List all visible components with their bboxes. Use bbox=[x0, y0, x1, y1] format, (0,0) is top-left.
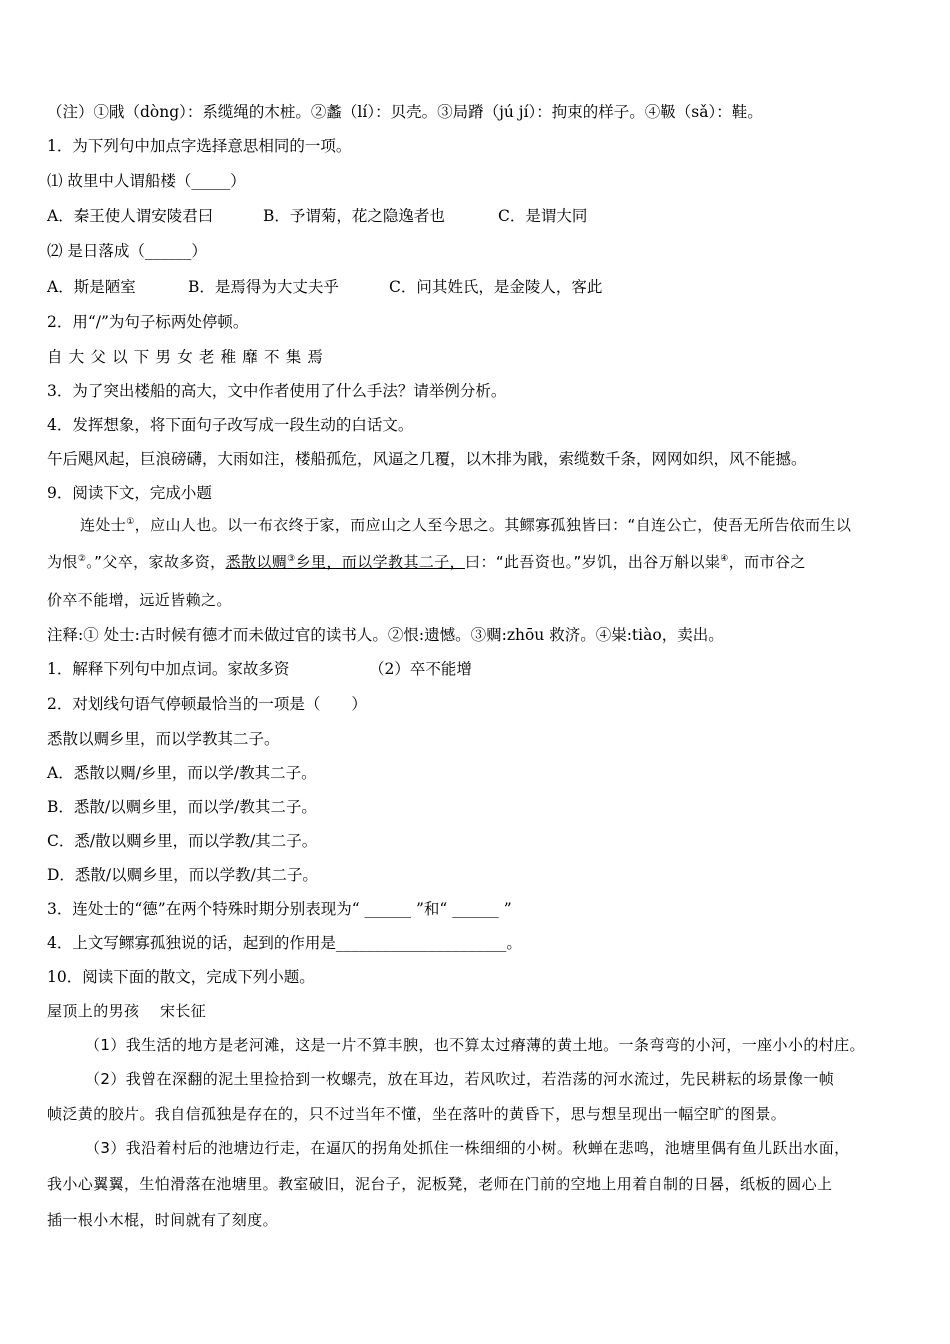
option-a: A．秦王使人谓安陵君曰 bbox=[47, 207, 214, 225]
annotation-note: （注）①戙（dòng）：系缆绳的木桩。②蠡（lí）：贝壳。③局蹐（jú jí）：拘束的样子。④靸（sǎ）：鞋。 bbox=[47, 103, 763, 121]
option-c: C．是谓大同 bbox=[498, 207, 588, 225]
question-3: 3．为了突出楼船的高大，文中作者使用了什么手法？请举例分析。 bbox=[47, 382, 507, 400]
option-b: B．予谓菊，花之隐逸者也 bbox=[263, 207, 445, 225]
section-9-option-c: C．悉/散以赒乡里，而以学教/其二子。 bbox=[47, 832, 318, 850]
section-9-question-1: 1．解释下列句中加点词。家故多资 （2）卒不能增 bbox=[47, 660, 472, 678]
section-9-option-b: B．悉散/以赒乡里，而以学/教其二子。 bbox=[47, 798, 317, 816]
section-10-title: 10．阅读下面的散文，完成下列小题。 bbox=[47, 968, 315, 986]
question-4-sentence: 午后飓风起，巨浪磅礴，大雨如注，楼船孤危，风逼之几覆，以木排为戙，索缆数千条，网网如织，风不能撼。 bbox=[47, 450, 807, 468]
option-c: C．问其姓氏，是金陵人，客此 bbox=[389, 278, 603, 296]
section-9-option-d: D．悉散/以赒乡里，而以学教/其二子。 bbox=[47, 866, 318, 884]
question-1-sub-1: ⑴ 故里中人谓船楼（_____） bbox=[47, 172, 246, 190]
section-9-question-2-sentence: 悉散以赒乡里，而以学教其二子。 bbox=[47, 730, 280, 748]
section-9-question-2: 2．对划线句语气停顿最恰当的一项是（ ） bbox=[47, 695, 367, 713]
passage-9-notes: 注释:① 处士:古时候有德才而未做过官的读书人。②恨:遗憾。③赒:zhōu 救济。④粜:tiào，卖出。 bbox=[47, 626, 724, 644]
option-a: A．斯是陋室 bbox=[47, 278, 136, 296]
question-1-sub-1-options bbox=[47, 205, 587, 227]
section-9-question-4: 4．上文写鳏寡孤独说的话，起到的作用是______________________。 bbox=[47, 934, 522, 952]
passage-9-line-3: 价卒不能增，远近皆赖之。 bbox=[47, 591, 232, 609]
question-1: 1．为下列句中加点字选择意思相同的一项。 bbox=[47, 137, 352, 155]
option-b: B．是焉得为大丈夫乎 bbox=[188, 278, 339, 296]
question-1-sub-2-options bbox=[47, 276, 602, 298]
article-paragraph-2-line-1: （2）我曾在深翻的泥土里捡拾到一枚螺壳，放在耳边，若风吹过，若浩荡的河水流过，先民耕耘的场景像一帧 bbox=[85, 1070, 835, 1088]
question-2: 2．用“/”为句子标两处停顿。 bbox=[47, 313, 249, 331]
article-paragraph-3-line-3: 插一根小木棍，时间就有了刻度。 bbox=[47, 1211, 279, 1229]
passage-9-line-2: 为恨②。”父卒，家故多资，悉散以赒③乡里，而以学教其二子，曰：“此吾资也。”岁饥，出谷万斛以粜④，而市谷之 bbox=[47, 553, 806, 571]
question-2-sentence: 自大父以下男女老稚靡不集焉 bbox=[47, 348, 330, 366]
question-4: 4．发挥想象，将下面句子改写成一段生动的白话文。 bbox=[47, 416, 414, 434]
article-paragraph-2-line-2: 帧泛黄的胶片。我自信孤独是存在的，只不过当年不懂，坐在落叶的黄昏下，思与想呈现出一幅空旷的图景。 bbox=[47, 1105, 787, 1123]
section-9-title: 9．阅读下文，完成小题 bbox=[47, 484, 212, 502]
passage-9-line-1: 连处士①，应山人也。以一布衣终于家，而应山之人至今思之。其鳏寡孤独皆曰：“自连公亡，使吾无所告依而生以 bbox=[80, 516, 852, 534]
section-9-question-3: 3．连处士的“德”在两个特殊时期分别表现为“ ______ ”和“ ______ ” bbox=[47, 900, 512, 918]
article-heading: 屋顶上的男孩 宋长征 bbox=[47, 1002, 207, 1020]
article-paragraph-3-line-1: （3）我沿着村后的池塘边行走，在逼仄的拐角处抓住一株细细的小树。秋蝉在悲鸣，池塘里偶有鱼儿跃出水面， bbox=[85, 1139, 850, 1157]
underlined-sentence: 悉散以赒③乡里，而以学教其二子， bbox=[225, 553, 466, 571]
question-1-sub-2: ⑵ 是日落成（______） bbox=[47, 242, 207, 260]
article-paragraph-1: （1）我生活的地方是老河滩，这是一片不算丰腴，也不算太过瘠薄的黄土地。一条弯弯的小河，一座小小的村庄。 bbox=[85, 1036, 865, 1054]
section-9-option-a: A．悉散以赒/乡里，而以学/教其二子。 bbox=[47, 764, 317, 782]
article-paragraph-3-line-2: 我小心翼翼，生怕滑落在池塘里。教室破旧，泥台子，泥板凳，老师在门前的空地上用着自制的日晷，纸板的圆心上 bbox=[47, 1175, 833, 1193]
